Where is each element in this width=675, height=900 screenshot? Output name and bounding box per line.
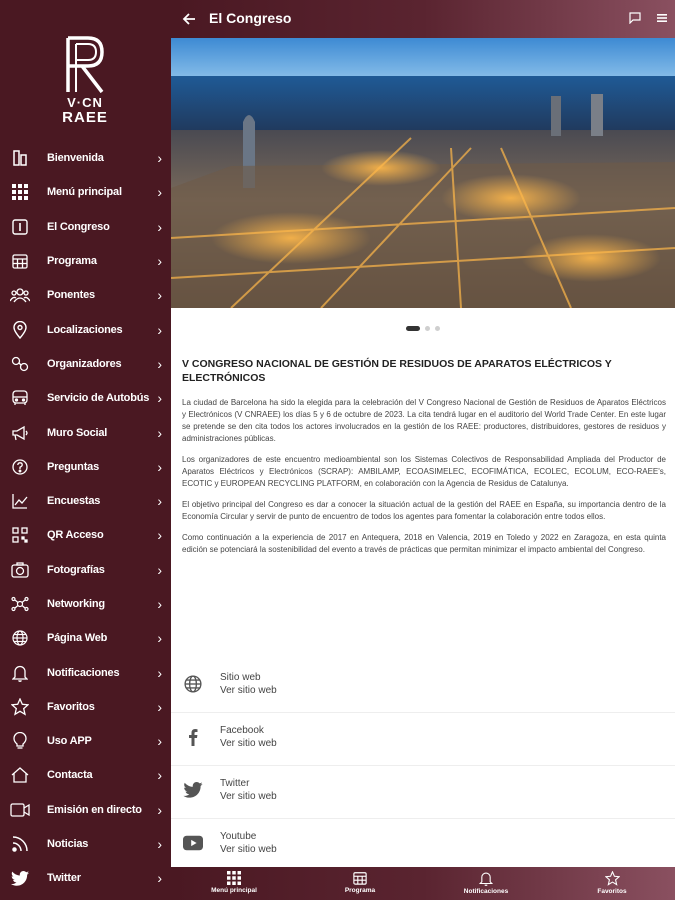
back-button[interactable]: [179, 9, 199, 29]
sidebar-item-ponentes[interactable]: [0, 278, 171, 312]
question-icon: [10, 457, 30, 477]
sidebar-item-noticias[interactable]: [0, 827, 171, 861]
carousel-image[interactable]: [171, 38, 675, 308]
chevron-right-icon: ›: [157, 184, 162, 201]
bus-icon: [10, 388, 30, 408]
chevron-right-icon: ›: [157, 218, 162, 235]
link-subtitle: Ver sitio web: [220, 738, 277, 749]
sidebar-item-label: Página Web: [47, 632, 108, 645]
link-title: Sitio web: [220, 672, 261, 683]
bell-icon: [10, 663, 30, 683]
arrow-left-icon: [182, 12, 196, 26]
sidebar-menu: [0, 141, 171, 896]
sidebar-item-label: Uso APP: [47, 735, 92, 748]
globe-icon: [10, 628, 30, 648]
grid-icon: [10, 182, 30, 202]
chevron-right-icon: ›: [157, 493, 162, 510]
qr-code-icon: [10, 525, 30, 545]
info-icon: [10, 217, 30, 237]
chevron-right-icon: ›: [157, 698, 162, 715]
sidebar-item-label: Preguntas: [47, 460, 99, 473]
sidebar-item-label: Emisión en directo: [47, 803, 142, 816]
carousel-indicator: [171, 326, 675, 336]
article-content: [182, 357, 666, 565]
article-paragraph: La ciudad de Barcelona ha sido la elegida para la celebración del V Congreso Nacional de Gestión de Residuos de Aparatos Eléctricos y Electrónicos (V CNRAEE) los días 5 y 6 de octubre de 2023. La cita tendrá lugar en el auditorio del World Trade Center. En este lugar se pretende se den cita todos los actores involucrados en la gestión de los RAEE: productores, distribuidores, gestores de residuos y administraciones públicas.: [182, 398, 666, 443]
sidebar: [0, 0, 171, 900]
sidebar-item-contacta[interactable]: [0, 758, 171, 792]
sidebar-item-el-congreso[interactable]: [0, 210, 171, 244]
link-subtitle: Ver sitio web: [220, 685, 277, 696]
bottom-nav-label: Favoritos: [597, 888, 627, 895]
sidebar-item-label: Twitter: [47, 872, 81, 885]
bottom-nav-notificaciones[interactable]: [423, 867, 549, 900]
article-paragraph: Los organizadores de este encuentro medioambiental son los Sistemas Colectivos de Responsabilidad Ampliada del Productor de Aparatos Eléctricos y Electrónicos (SCRAP): AMBILAMP, ECOASIMELEC, ECOFIMÁTICA, ECOLEC, ECOLUM, ECO-RAEE's, ECOTIC y EUROPEAN RECYCLING PLATFORM, en colaboración con la Agencia de Residus de Catalunya.: [182, 455, 666, 488]
sidebar-item-localizaciones[interactable]: [0, 312, 171, 346]
menu-icon: [656, 12, 668, 24]
handshake-icon: [10, 354, 30, 374]
link-youtube[interactable]: [171, 819, 675, 872]
chevron-right-icon: ›: [157, 596, 162, 612]
chevron-right-icon: ›: [157, 767, 162, 784]
home-icon: [10, 765, 30, 785]
chevron-right-icon: ›: [157, 321, 162, 338]
sidebar-item-networking[interactable]: [0, 587, 171, 621]
sidebar-item-label: QR Acceso: [47, 529, 104, 542]
sidebar-item-label: Localizaciones: [47, 323, 123, 336]
sidebar-item-servicio-autobus[interactable]: [0, 381, 171, 415]
sidebar-item-label: Contacta: [47, 769, 93, 782]
sidebar-item-qr-acceso[interactable]: [0, 518, 171, 552]
link-subtitle: Ver sitio web: [220, 791, 277, 802]
sidebar-item-organizadores[interactable]: [0, 347, 171, 381]
location-pin-icon: [10, 320, 30, 340]
link-subtitle: Ver sitio web: [220, 844, 277, 855]
sidebar-item-label: Bienvenida: [47, 152, 104, 165]
people-icon: [10, 285, 30, 305]
chevron-right-icon: ›: [157, 836, 162, 853]
twitter-icon: [10, 868, 30, 888]
sidebar-item-notificaciones[interactable]: [0, 655, 171, 689]
chevron-right-icon: ›: [157, 527, 162, 544]
bottom-nav-label: Notificaciones: [463, 888, 509, 895]
sidebar-item-programa[interactable]: [0, 244, 171, 278]
sidebar-item-pagina-web[interactable]: [0, 621, 171, 655]
top-app-bar: [171, 0, 675, 38]
chevron-right-icon: ›: [157, 287, 162, 304]
facebook-icon: [183, 727, 203, 747]
sidebar-item-menu-principal[interactable]: [0, 175, 171, 209]
link-facebook[interactable]: [171, 713, 675, 766]
video-icon: [10, 800, 30, 820]
chevron-right-icon: ›: [157, 733, 162, 750]
calendar-icon: [353, 871, 367, 885]
menu-button[interactable]: [656, 11, 672, 27]
calendar-icon: [10, 251, 30, 271]
chevron-right-icon: ›: [157, 664, 162, 681]
sidebar-item-label: Fotografías: [47, 563, 105, 576]
chevron-right-icon: ›: [157, 630, 162, 647]
article-heading: V CONGRESO NACIONAL DE GESTIÓN DE RESIDUOS DE APARATOS ELÉCTRICOS Y ELECTRÓNICOS: [182, 358, 612, 384]
chart-line-icon: [10, 491, 30, 511]
sidebar-item-fotografias[interactable]: [0, 553, 171, 587]
lightbulb-icon: [10, 731, 30, 751]
chevron-right-icon: ›: [157, 870, 162, 887]
sidebar-item-label: Ponentes: [47, 289, 95, 302]
sidebar-item-label: Muro Social: [47, 426, 108, 439]
bell-icon: [479, 871, 493, 886]
sidebar-item-label: Encuestas: [47, 495, 101, 508]
grid-icon: [227, 871, 241, 885]
link-twitter[interactable]: [171, 766, 675, 819]
sidebar-item-label: El Congreso: [47, 220, 110, 233]
chevron-right-icon: ›: [157, 390, 162, 407]
chevron-right-icon: ›: [157, 150, 162, 167]
sidebar-item-emision-directo[interactable]: [0, 793, 171, 827]
chevron-right-icon: ›: [157, 458, 162, 475]
twitter-icon: [183, 780, 203, 800]
link-title: Youtube: [220, 831, 257, 842]
link-sitio-web[interactable]: [171, 660, 675, 713]
comment-button[interactable]: [629, 11, 645, 27]
logo-line2: RAEE: [62, 109, 108, 126]
page-title: El Congreso: [209, 10, 292, 26]
bottom-nav-label: Programa: [344, 887, 376, 894]
chevron-right-icon: ›: [157, 424, 162, 441]
sidebar-item-label: Networking: [47, 598, 105, 610]
sidebar-item-label: Favoritos: [47, 700, 95, 713]
city-photo: [171, 38, 675, 308]
sidebar-item-bienvenida[interactable]: [0, 141, 171, 175]
sidebar-item-muro-social[interactable]: [0, 415, 171, 449]
bottom-nav-programa[interactable]: [297, 867, 423, 900]
chevron-right-icon: ›: [157, 561, 162, 578]
star-icon: [605, 871, 620, 886]
links-list: [171, 660, 675, 872]
chevron-right-icon: ›: [157, 801, 162, 818]
sidebar-item-label: Notificaciones: [47, 666, 120, 679]
carousel-dot-2[interactable]: [425, 326, 430, 331]
sidebar-item-label: Servicio de Autobús: [47, 392, 150, 405]
carousel-dot-1[interactable]: [406, 326, 420, 331]
article-paragraph: Como continuación a la experiencia de 2017 en Antequera, 2018 en Valencia, 2019 en Toledo y 2022 en Zaragoza, en esta quinta edición se potenciará la sostenibilidad del evento a través de prácticas que permitan minimizar el impacto ambiental del Congreso.: [182, 533, 666, 554]
sidebar-item-label: Noticias: [47, 838, 89, 851]
megaphone-icon: [10, 423, 30, 443]
sidebar-item-encuestas[interactable]: [0, 484, 171, 518]
bottom-nav-label: Menú principal: [211, 887, 257, 894]
comment-icon: [629, 12, 641, 24]
network-icon: [10, 594, 30, 614]
link-title: Twitter: [220, 778, 250, 789]
rss-icon: [10, 834, 30, 854]
sidebar-item-preguntas[interactable]: [0, 450, 171, 484]
logo-line1: V·CN: [67, 95, 103, 110]
sidebar-item-favoritos[interactable]: [0, 690, 171, 724]
sidebar-item-twitter[interactable]: [0, 861, 171, 895]
star-icon: [10, 697, 30, 717]
chevron-right-icon: ›: [157, 355, 162, 372]
logo-mark-icon: [62, 36, 108, 94]
welcome-icon: [10, 148, 30, 168]
youtube-icon: [183, 833, 203, 853]
article-paragraph: El objetivo principal del Congreso es dar a conocer la situación actual de la gestión del RAEE en España, su importancia dentro de la Economía Circular y servir de punto de encuentro de todos los agentes para fomentar la colaboración entre todos ellos.: [182, 500, 666, 521]
camera-icon: [10, 560, 30, 580]
chevron-right-icon: ›: [157, 253, 162, 270]
bottom-nav-menu-principal[interactable]: [171, 867, 297, 900]
globe-icon: [183, 674, 203, 694]
sidebar-item-label: Organizadores: [47, 357, 122, 370]
carousel-dot-3[interactable]: [435, 326, 440, 331]
bottom-nav-favoritos[interactable]: [549, 867, 675, 900]
sidebar-item-label: Programa: [47, 255, 97, 268]
sidebar-item-uso-app[interactable]: [0, 724, 171, 758]
link-title: Facebook: [220, 725, 264, 736]
app-logo: [52, 36, 118, 132]
bottom-navigation: [171, 867, 675, 900]
sidebar-item-label: Menú principal: [47, 186, 122, 199]
